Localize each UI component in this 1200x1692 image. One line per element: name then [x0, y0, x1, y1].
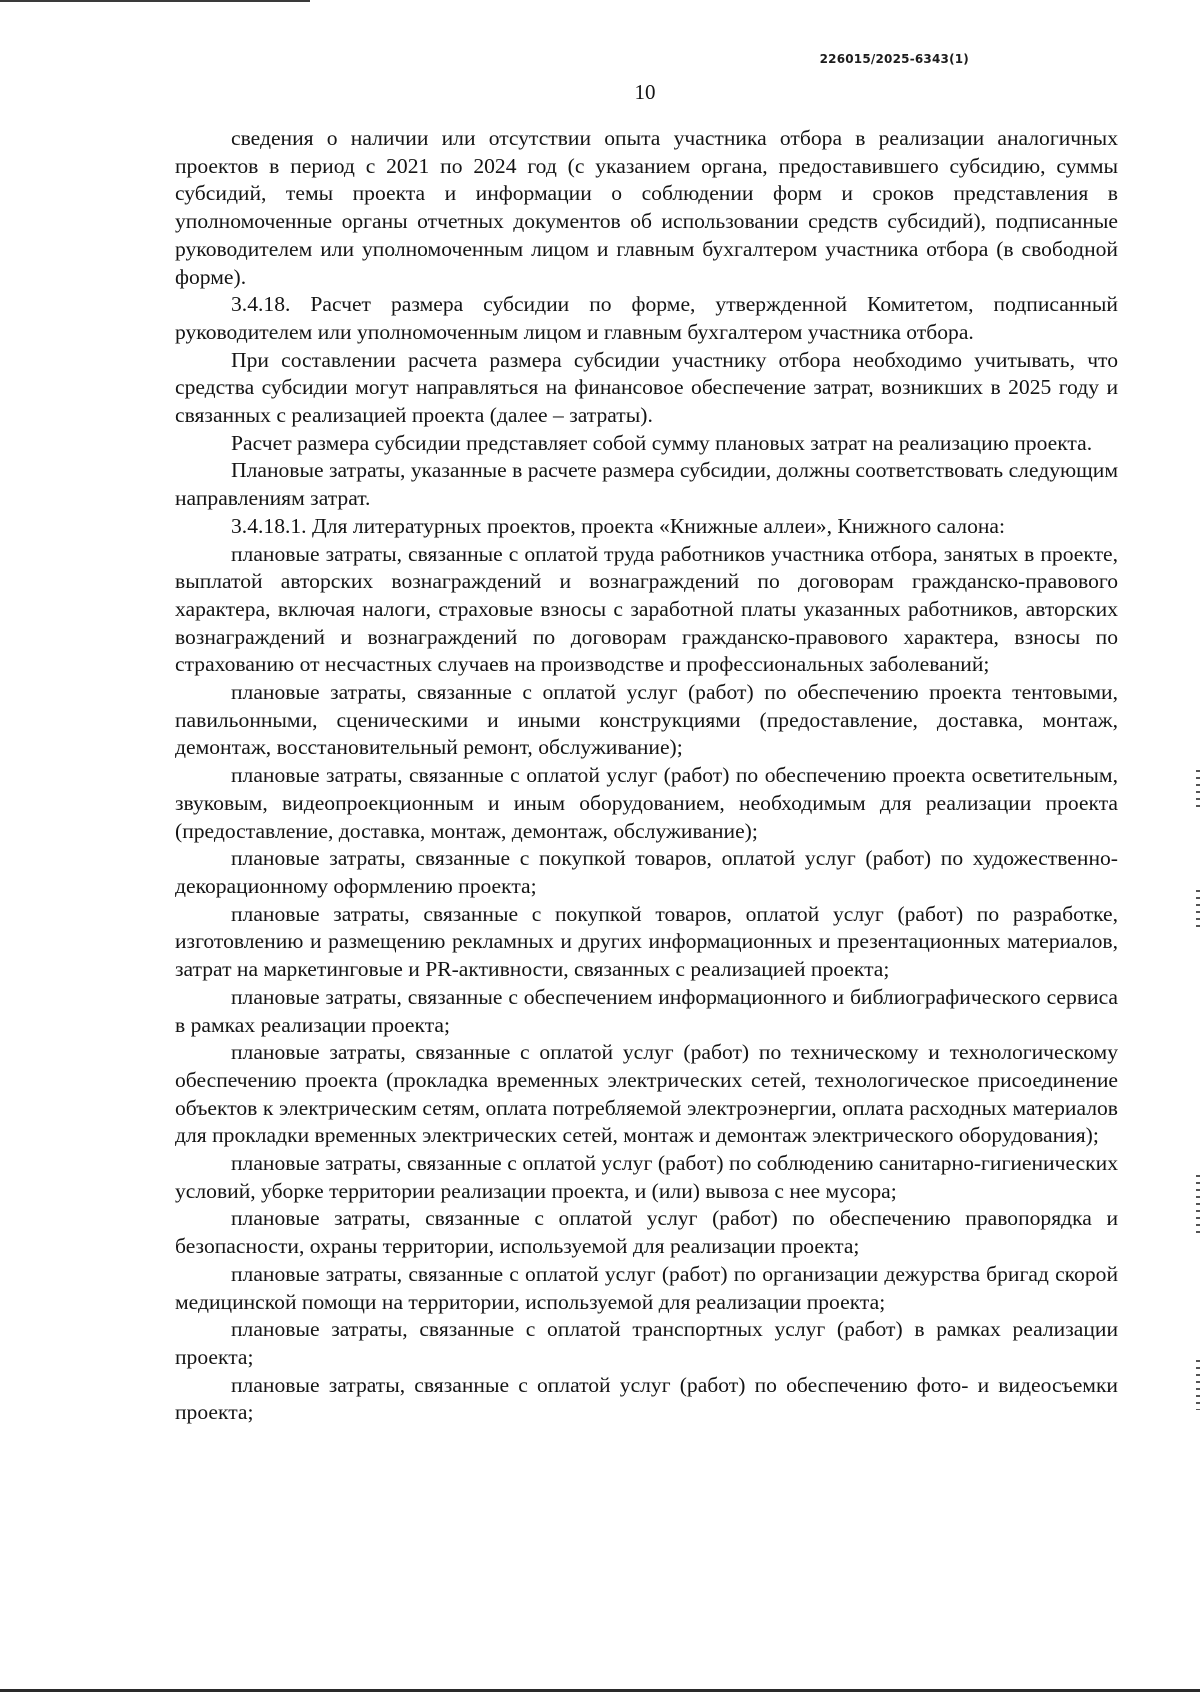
- paragraph: плановые затраты, связанные с покупкой товаров, оплатой услуг (работ) по разработке, изготовлению и размещению рекламных и других информационных и презентационных материалов, затрат на маркетинговые и PR-активности, связанных с реализацией проекта;: [175, 901, 1118, 982]
- document-registration-number: 226015/2025-6343(1): [819, 52, 969, 66]
- paragraph: плановые затраты, связанные с обеспечением информационного и библиографического сервиса в рамках реализации проекта;: [175, 984, 1118, 1037]
- paragraph: 3.4.18.1. Для литературных проектов, проекта «Книжные аллеи», Книжного салона:: [231, 513, 1006, 538]
- paragraph: плановые затраты, связанные с оплатой услуг (работ) по организации дежурства бригад скорой медицинской помощи на территории, используемой для реализации проекта;: [175, 1261, 1118, 1314]
- paragraph: сведения о наличии или отсутствии опыта участника отбора в реализации аналогичных проектов в период с 2021 по 2024 год (с указанием органа, предоставившего субсидию, суммы субсидий, темы проекта и информации о соблюдении форм и сроков представления в уполномоченные органы отчетных документов об использовании средств субсидий), подписанные руководителем или уполномоченным лицом и главным бухгалтером участника отбора (в свободной форме).: [175, 126, 1118, 289]
- scan-edge-marks: [1196, 770, 1200, 810]
- scan-edge-marks: [1196, 890, 1200, 930]
- paragraph: плановые затраты, связанные с оплатой услуг (работ) по обеспечению правопорядка и безопасности, охраны территории, используемой для реализации проекта;: [175, 1206, 1118, 1259]
- document-body: [175, 125, 1118, 1427]
- paragraph: При составлении расчета размера субсидии участнику отбора необходимо учитывать, что средства субсидии могут направляться на финансовое обеспечение затрат, возникших в 2025 году и связанных с реализацией проекта (далее – затраты).: [175, 347, 1118, 428]
- paragraph: плановые затраты, связанные с оплатой услуг (работ) по обеспечению проекта тентовыми, павильонными, сценическими и иными конструкциями (предоставление, доставка, монтаж, демонтаж, восстановительный ремонт, обслуживание);: [175, 680, 1118, 760]
- page-number: 10: [634, 80, 656, 104]
- paragraph: Плановые затраты, указанные в расчете размера субсидии, должны соответствовать следующим направлениям затрат.: [175, 458, 1118, 511]
- paragraph: 3.4.18. Расчет размера субсидии по форме, утвержденной Комитетом, подписанный руководителем или уполномоченным лицом и главным бухгалтером участника отбора.: [175, 292, 1118, 344]
- paragraph: плановые затраты, связанные с оплатой услуг (работ) по обеспечению проекта осветительным, звуковым, видеопроекционным и иным оборудованием, необходимым для реализации проекта (предоставление, доставка, монтаж, демонтаж, обслуживание);: [175, 763, 1118, 843]
- paragraph: плановые затраты, связанные с оплатой услуг (работ) по обеспечению фото- и видеосъемки проекта;: [175, 1372, 1118, 1425]
- paragraph: плановые затраты, связанные с оплатой услуг (работ) по техническому и технологическому обеспечению проекта (прокладка временных электрических сетей, технологическое присоединение объектов к электрическим сетям, оплата потребляемой электроэнергии, оплата расходных материалов для прокладки временных электрических сетей, монтаж и демонтаж электрического оборудования);: [175, 1040, 1118, 1148]
- paragraph: плановые затраты, связанные с оплатой транспортных услуг (работ) в рамках реализации проекта;: [175, 1317, 1118, 1369]
- paragraph: плановые затраты, связанные с оплатой труда работников участника отбора, занятых в проекте, выплатой авторских вознаграждений и вознаграждений по договорам гражданско-правового характера, включая налоги, страховые взносы с заработной платы указанных работников, авторских вознаграждений и вознаграждений по договорам гражданско-правового характера, взносы по страхованию от несчастных случаев на производстве и профессиональных заболеваний;: [175, 541, 1118, 677]
- paragraph: плановые затраты, связанные с покупкой товаров, оплатой услуг (работ) по художественно-декорационному оформлению проекта;: [175, 846, 1118, 898]
- scan-edge-marks: [1196, 1360, 1200, 1410]
- scan-edge-marks: [1196, 1175, 1200, 1235]
- paragraph: Расчет размера субсидии представляет собой сумму плановых затрат на реализацию проекта.: [231, 430, 1093, 455]
- paragraph: плановые затраты, связанные с оплатой услуг (работ) по соблюдению санитарно-гигиенических условий, уборке территории реализации проекта, и (или) вывоза с нее мусора;: [175, 1151, 1118, 1203]
- scan-edge-top: [0, 0, 310, 2]
